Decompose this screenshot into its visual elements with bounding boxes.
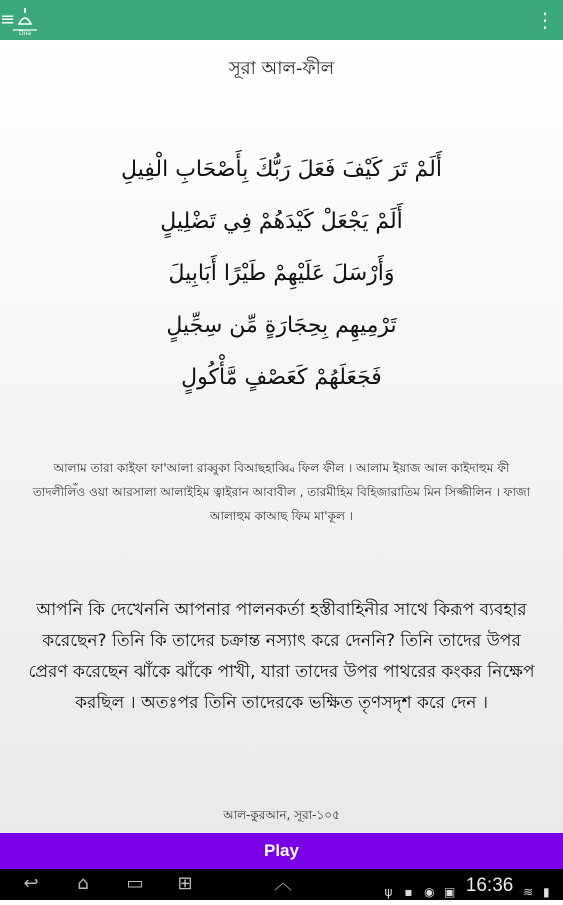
app-logo[interactable] xyxy=(9,4,41,36)
arabic-text xyxy=(40,144,523,404)
status-area xyxy=(382,872,557,898)
notification-icon: ▪ xyxy=(404,884,413,899)
surah-title: সূরা আল-ফীল xyxy=(228,58,335,79)
usb-icon: ψ xyxy=(384,884,393,899)
expand-up-icon[interactable]: ︿ xyxy=(274,873,292,894)
play-button[interactable]: Play xyxy=(0,833,563,869)
screenshot-icon[interactable]: ⊞ xyxy=(177,873,193,894)
media-icon: ◉ xyxy=(424,884,435,899)
overflow-menu-icon[interactable]: ⋮ xyxy=(535,8,555,32)
clock-time: 16:36 xyxy=(465,874,514,896)
surah-content xyxy=(0,40,563,833)
drawer-menu-icon[interactable]: ≡ xyxy=(0,9,16,30)
app-bar xyxy=(0,0,563,40)
arabic-line: أَلَمْ تَرَ كَيْفَ فَعَلَ رَبُّكَ بِأَصْحَابِ الْفِيلِ xyxy=(120,157,442,182)
recent-apps-icon[interactable]: ▭ xyxy=(126,873,144,894)
translation-text: আপনি কি দেখেননি আপনার পালনকর্তা হস্তীবাহিনীর সাথে কিরূপ ব্যবহার করেছেন? তিনি কি তাদের চক্রান্ত নস্যাৎ করে দেননি? তিনি তাদের উপর প্রেরণ করেছেন ঝাঁকে ঝাঁকে পাখী, যারা তাদের উপর পাথরের কংকর নিক্ষেপ করছিল । অতঃপর তিনি তাদেরকে ভক্ষিত তৃণসদৃশ করে দেন । xyxy=(28,600,535,713)
logo-text: Doa xyxy=(19,30,31,36)
battery-icon: ▮ xyxy=(543,884,550,899)
wifi-icon: ≋ xyxy=(523,884,534,899)
arabic-line: فَجَعَلَهُمْ كَعَصْفٍ مَّأْكُولٍ xyxy=(181,365,382,390)
arabic-line: أَلَمْ يَجْعَلْ كَيْدَهُمْ فِي تَضْلِيلٍ xyxy=(160,209,403,234)
source-reference: আল-কুরআন, সূরা-১০৫ xyxy=(223,808,340,822)
arabic-line: وَأَرْسَلَ عَلَيْهِمْ طَيْرًا أَبَابِيلَ xyxy=(168,261,395,286)
arabic-line: تَرْمِيهِم بِحِجَارَةٍ مِّن سِجِّيلٍ xyxy=(166,313,397,338)
image-icon: ▣ xyxy=(443,884,456,899)
home-icon[interactable]: ⌂ xyxy=(77,873,89,894)
transliteration-text: আলাম তারা কাইফা ফা'আলা রাব্বুকা বিআছহাব্ব্বি ফিল ফীল । আলাম ইয়াজ আল কাইদাহুম ফী তাদলীলিঁও ওয়া আরসালা আলাইহিম ত্বাইরান আবাবীল , তারমীহিম বিহিজারাতিম মিন সিজ্জীলিন । ফাজা আলাহুম কাআছ ফিম মা'কূল । xyxy=(32,461,531,523)
system-nav-bar xyxy=(0,869,563,900)
back-icon[interactable]: ↩ xyxy=(23,873,39,894)
